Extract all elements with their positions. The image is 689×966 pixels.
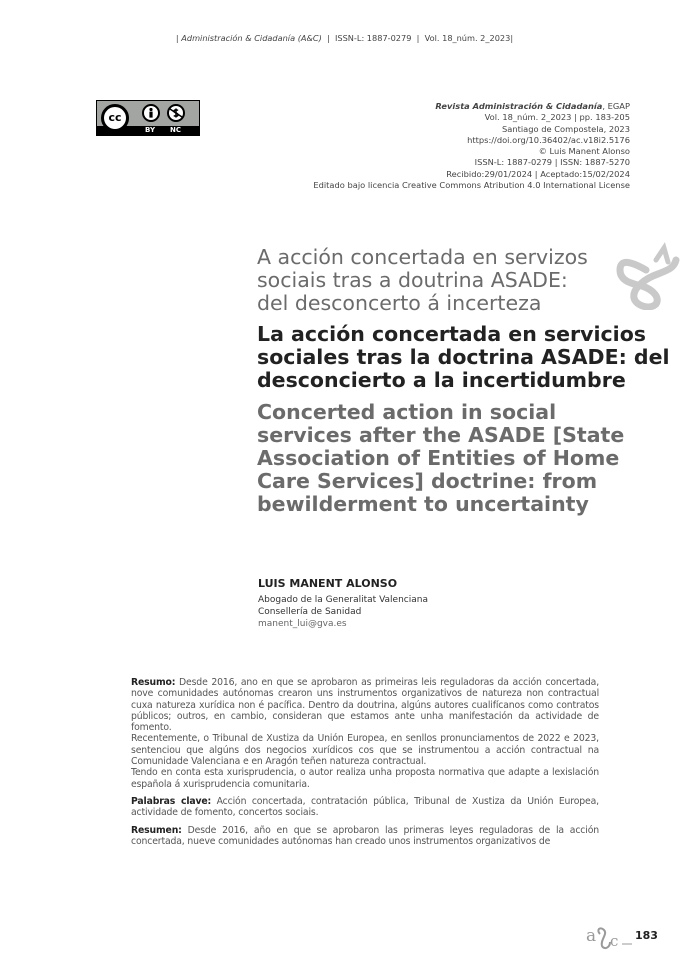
header-separator: | <box>416 33 420 43</box>
title-line: Association of Entities of Home <box>257 446 620 470</box>
title-line: services after the ASADE [State <box>257 423 625 447</box>
title-line: Concerted action in social <box>257 400 557 424</box>
meta-volume-pages: Vol. 18_núm. 2_2023 | pp. 183-205 <box>484 112 630 123</box>
creative-commons-icon: cc <box>101 104 129 132</box>
meta-publisher: , EGAP <box>602 101 630 111</box>
article-metadata <box>313 101 630 191</box>
title-spanish <box>257 323 677 392</box>
author-position: Abogado de la Generalitat Valenciana <box>258 595 428 605</box>
meta-dates: Recibido:29/01/2024 | Aceptado:15/02/2024 <box>446 168 630 179</box>
title-line: bewilderment to uncertainty <box>257 492 589 516</box>
article-titles <box>257 246 677 516</box>
title-line: La acción concertada en servicios <box>257 322 646 346</box>
resumo-label: Resumo: <box>131 677 176 688</box>
title-line: A acción concertada en servizos <box>257 245 588 269</box>
keywords-paragraph <box>131 796 599 819</box>
author-block <box>258 577 428 630</box>
cc-license-badge[interactable] <box>96 100 200 136</box>
running-header <box>0 33 689 43</box>
title-line: del desconcerto á incerteza <box>257 291 542 315</box>
keywords-label: Palabras clave: <box>131 795 212 807</box>
meta-issn: ISSN-L: 1887-0279 | ISSN: 1887-5270 <box>474 157 630 168</box>
non-commercial-dollar-icon <box>167 104 185 122</box>
resumo-paragraph-3: Tendo en conta esta xurisprudencia, o autor realiza unha proposta normativa que adapte a lexislación española á xurisprudencia comunitaria. <box>131 767 599 790</box>
title-english <box>257 401 677 516</box>
header-volume: Vol. 18_núm. 2_2023 <box>424 33 511 43</box>
svg-text:c: c <box>610 932 619 950</box>
page-number: 183 <box>635 929 658 942</box>
header-separator: | <box>175 33 179 43</box>
meta-copyright: © Luis Manent Alonso <box>538 146 630 157</box>
resumo-paragraph-2: Recentemente, o Tribunal de Xustiza da Unión Europea, en senllos pronunciamentos de 2022 e 2023, sentenciou que algúns dos negocios xurídicos cos que se instrumentou a acción contractual na Comunidade Valenciana e en Aragón teñen natureza contractual. <box>131 733 599 768</box>
meta-doi-link[interactable]: https://doi.org/10.36402/ac.v18i2.5176 <box>467 134 630 145</box>
title-line: Care Services] doctrine: from <box>257 469 598 493</box>
title-line: desconcierto a la incertidumbre <box>257 368 626 392</box>
resumo-text: Desde 2016, ano en que se aprobaron as primeiras leis reguladoras da acción concertada, nove comunidades autónomas crearon uns instrumentos organizativos de natureza non contractual cuxa natureza xurídica non é pacífica. Dentro da doutrina, algúns autores cualifícanos como contratos públicos; outros, en cambio, consideran que estamos ante unha manifestación da actividade de fomento. <box>131 677 599 734</box>
author-department: Consellería de Sanidad <box>258 607 362 617</box>
attribution-person-icon <box>142 104 160 122</box>
meta-journal <box>313 101 630 112</box>
resumen-label: Resumen: <box>131 824 182 836</box>
svg-text:a: a <box>586 926 597 946</box>
title-galician <box>257 246 677 315</box>
cc-nc-label: NC <box>170 126 181 134</box>
header-issn: ISSN-L: 1887-0279 <box>335 33 412 43</box>
header-separator: | <box>510 33 514 43</box>
cc-by-label: BY <box>145 126 156 134</box>
title-line: sociais tras a doutrina ASADE: <box>257 268 568 292</box>
meta-place-year: Santiago de Compostela, 2023 <box>502 123 630 134</box>
meta-license: Editado bajo licencia Creative Commons Atribution 4.0 International License <box>313 180 630 191</box>
header-separator: | <box>327 33 330 43</box>
resumen-text: Desde 2016, año en que se aprobaron las primeras leyes reguladoras de la acción concertada, nueve comunidades autónomas han creado unos instrumentos organizativos de <box>131 824 599 847</box>
ac-logo-icon <box>586 924 634 950</box>
meta-journal-name: Revista Administración & Cidadanía <box>435 101 603 111</box>
header-journal: Administración & Cidadanía (A&C) <box>181 33 322 43</box>
title-line: sociales tras la doctrina ASADE: del <box>257 345 670 369</box>
author-email-link[interactable]: manent_lui@gva.es <box>258 619 347 629</box>
abstract-section <box>131 677 599 847</box>
author-name: LUIS MANENT ALONSO <box>258 577 398 590</box>
keywords-text: Acción concertada, contratación pública, Tribunal de Xustiza da Unión Europea, actividade de fomento, concertos sociais. <box>131 795 599 819</box>
resumen-paragraph <box>131 825 599 848</box>
resumo-paragraph <box>131 677 599 733</box>
